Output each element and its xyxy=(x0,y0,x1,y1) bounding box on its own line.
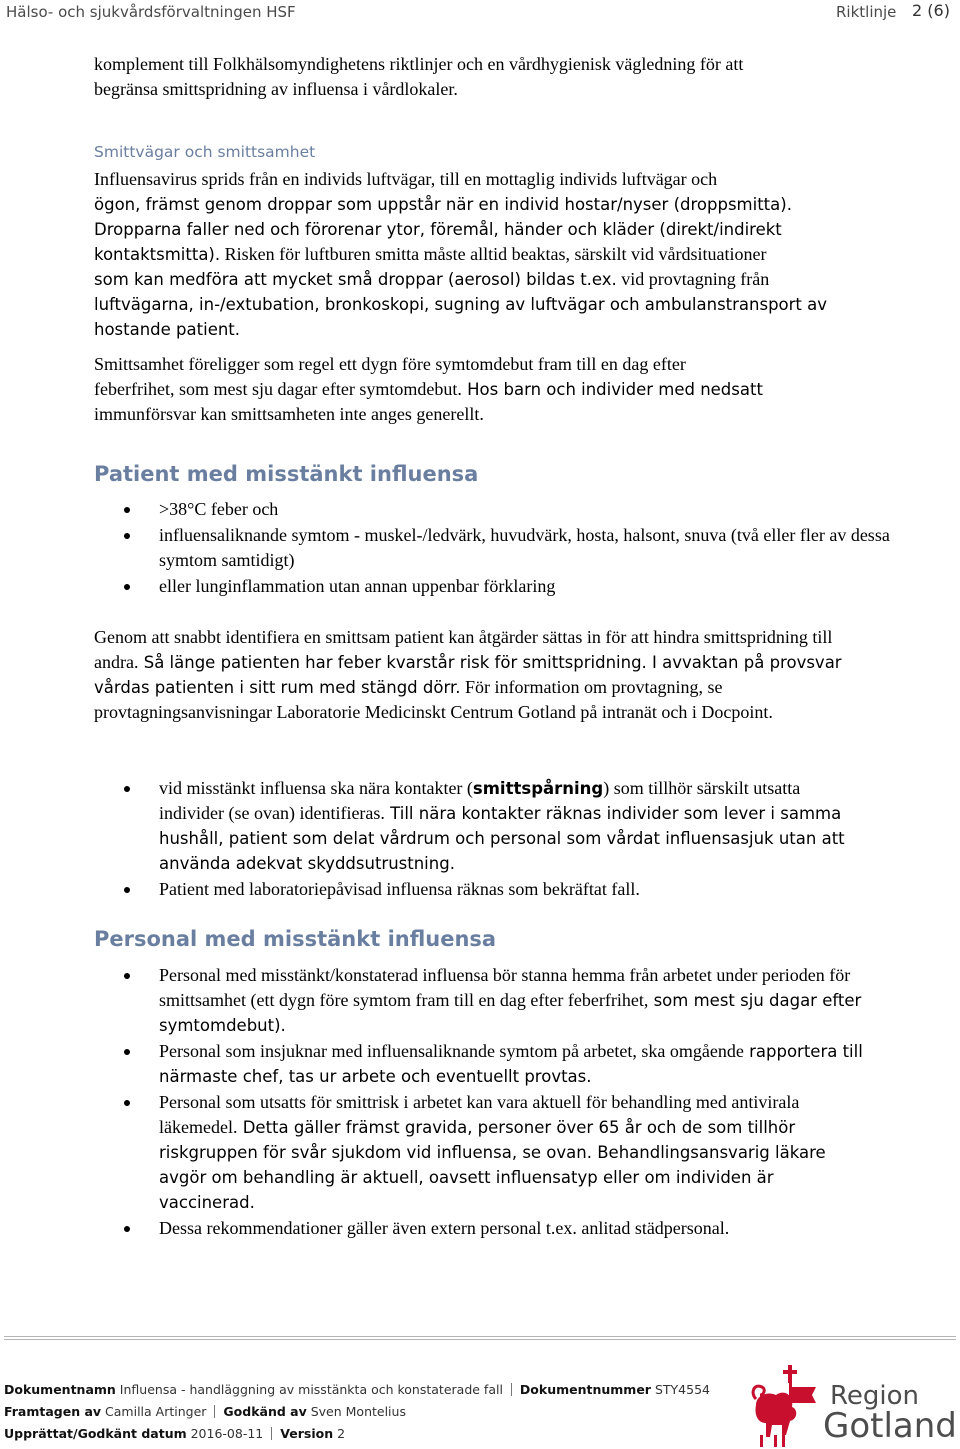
bullet-icon xyxy=(124,786,130,792)
bullet-icon xyxy=(124,1100,130,1106)
footer-separator xyxy=(271,1427,272,1440)
text-run: Risken för luftburen smitta måste alltid beaktas, särskilt vid vårdsituationer xyxy=(220,244,767,264)
footer-row-3 xyxy=(4,1426,345,1441)
document-name: Influensa - handläggning av misstänkta och konstaterade fall xyxy=(119,1382,503,1397)
footer-separator xyxy=(214,1405,215,1418)
smittvagar-paragraph-2 xyxy=(94,352,894,427)
footer-row-1 xyxy=(4,1382,710,1397)
author-name: Camilla Artinger xyxy=(105,1404,207,1419)
text-run: vid misstänkt influensa ska nära kontakter ( xyxy=(159,778,473,798)
list-item xyxy=(94,574,894,599)
approval-date: 2016-08-11 xyxy=(190,1426,264,1441)
text-run: Till nära kontakter räknas individer som lever i samma hushåll, patient som delat vårdrum och personal som vårdat influensasjuk utan att använda adekvat skyddsutrustning. xyxy=(159,804,845,873)
footer-label: Version xyxy=(280,1426,334,1441)
header-page-number: 2 (6) xyxy=(912,1,950,20)
text-run: som mest sju dagar efter symtomdebut). xyxy=(159,991,862,1035)
section-heading-smittvagar: Smittvägar och smittsamhet xyxy=(94,143,316,161)
smittvagar-paragraph-1 xyxy=(94,167,894,342)
bullet-icon xyxy=(124,973,130,979)
list-item-text: eller lunginflammation utan annan uppenbar förklaring xyxy=(159,576,556,596)
section-heading-patient: Patient med misstänkt influensa xyxy=(94,462,479,486)
document-number: STY4554 xyxy=(654,1382,710,1397)
patient-criteria-list xyxy=(94,497,894,600)
logo-text-gotland: Gotland xyxy=(823,1406,957,1446)
approver-name: Sven Montelius xyxy=(310,1404,406,1419)
list-item xyxy=(94,1090,874,1215)
text-run: kontaktsmitta). xyxy=(94,245,221,264)
bullet-icon xyxy=(124,533,130,539)
footer-label: Dokumentnummer xyxy=(519,1382,651,1397)
personal-list xyxy=(94,963,874,1242)
footer-separator xyxy=(511,1383,512,1396)
list-item xyxy=(94,776,864,876)
bullet-icon xyxy=(124,584,130,590)
ram-emblem-icon xyxy=(750,1365,820,1449)
list-item xyxy=(94,497,894,522)
logo-text-region: Region xyxy=(830,1381,920,1411)
text-run: feberfrihet, som mest sju dagar efter symtomdebut. xyxy=(94,379,462,399)
text-run: Hos barn och individer med nedsatt xyxy=(461,380,763,399)
list-item-text: influensaliknande symtom - muskel-/ledvärk, huvudvärk, hosta, halsont, snuva (två eller fler av dessa symtom samtidigt) xyxy=(159,525,890,570)
text-run: smittspårning xyxy=(472,779,604,798)
footer-label: Upprättat/Godkänt datum xyxy=(4,1426,187,1441)
footer-label: Framtagen av xyxy=(4,1404,102,1419)
text-run: vid provtagning från xyxy=(616,269,770,289)
text-run: som kan medföra att mycket små droppar (aerosol) bildas t.ex. xyxy=(94,270,617,289)
text-run: Influensavirus sprids från en individs luftvägar, till en mottaglig individs luftvägar och xyxy=(94,169,718,189)
list-item-text: Dessa rekommendationer gäller även extern personal t.ex. anlitad städpersonal. xyxy=(159,1218,730,1238)
intro-line-1: komplement till Folkhälsomyndighetens riktlinjer och en vårdhygienisk vägledning för att xyxy=(94,54,744,74)
list-item xyxy=(94,1039,874,1089)
text-run: immunförsvar kan smittsamheten inte anges generellt. xyxy=(94,404,484,424)
list-item xyxy=(94,963,874,1038)
version-number: 2 xyxy=(337,1426,346,1441)
list-item xyxy=(94,1216,874,1241)
text-run: ögon, främst genom droppar som uppstår när en individ hostar/nyser (droppsmitta). xyxy=(94,195,792,214)
text-run: Personal som utsatts för smittrisk i arbetet kan vara aktuell för behandling med antivirala läkemedel. xyxy=(159,1092,800,1137)
text-run: Dropparna faller ned och förorenar ytor, föremål, händer och kläder (direkt/indirekt xyxy=(94,220,782,239)
intro-line-2: begränsa smittspridning av influensa i vårdlokaler. xyxy=(94,79,458,99)
text-run: Så länge patienten har feber kvarstår risk för smittspridning. I avvaktan på provsvar vårdas patienten i sitt rum med stängd dörr. xyxy=(94,653,842,697)
patient-action-list xyxy=(94,776,864,903)
footer-label: Dokumentnamn xyxy=(4,1382,116,1397)
bullet-icon xyxy=(124,507,130,513)
header-organization: Hälso- och sjukvårdsförvaltningen HSF xyxy=(6,3,296,21)
section-heading-personal: Personal med misstänkt influensa xyxy=(94,927,497,951)
text-run: luftvägarna, in-/extubation, bronkoskopi, sugning av luftvägar och ambulanstransport av xyxy=(94,295,828,314)
patient-paragraph xyxy=(94,625,854,725)
text-run: För information om provtagning, se provtagningsanvisningar Laboratorie Medicinskt Centrum Gotland på intranät och i Docpoint. xyxy=(94,677,773,722)
list-item-text: >38°C feber och xyxy=(159,499,279,519)
text-run: Smittsamhet föreligger som regel ett dygn före symtomdebut fram till en dag efter xyxy=(94,354,686,374)
text-run: Detta gäller främst gravida, personer över 65 år och de som tillhör riskgruppen för svår sjukdom vid influensa, se ovan. Behandlingsansvarig läkare avgör om behandling är aktuell, oavsett influensatyp eller om individen är vaccinerad. xyxy=(159,1118,826,1212)
list-item xyxy=(94,877,864,902)
text-run: ) som tillhör särskilt utsatta individer (se ovan) identifieras. xyxy=(159,778,801,823)
text-run: Personal som insjuknar med influensaliknande symtom på arbetet, ska omgående xyxy=(159,1041,744,1061)
intro-paragraph xyxy=(94,52,894,102)
text-run: hostande patient. xyxy=(94,320,241,339)
text-run: Genom att snabbt identifiera en smittsam patient kan åtgärder sättas in för att hindra smittspridning till andra. xyxy=(94,627,833,672)
bullet-icon xyxy=(124,1226,130,1232)
bullet-icon xyxy=(124,887,130,893)
header-document-type: Riktlinje xyxy=(836,3,897,21)
list-item xyxy=(94,523,894,573)
footer-divider xyxy=(4,1336,956,1340)
bullet-icon xyxy=(124,1049,130,1055)
region-gotland-logo xyxy=(750,1365,960,1449)
footer-row-2 xyxy=(4,1404,406,1419)
footer-label: Godkänd av xyxy=(223,1404,307,1419)
text-run: rapportera till närmaste chef, tas ur arbete och eventuellt provtas. xyxy=(159,1042,863,1086)
text-run: Personal med misstänkt/konstaterad influensa bör stanna hemma från arbetet under perioden för smittsamhet (ett dygn före symtom fram till en dag efter feberfrihet, xyxy=(159,965,851,1010)
list-item-text: Patient med laboratoriepåvisad influensa räknas som bekräftat fall. xyxy=(159,879,640,899)
